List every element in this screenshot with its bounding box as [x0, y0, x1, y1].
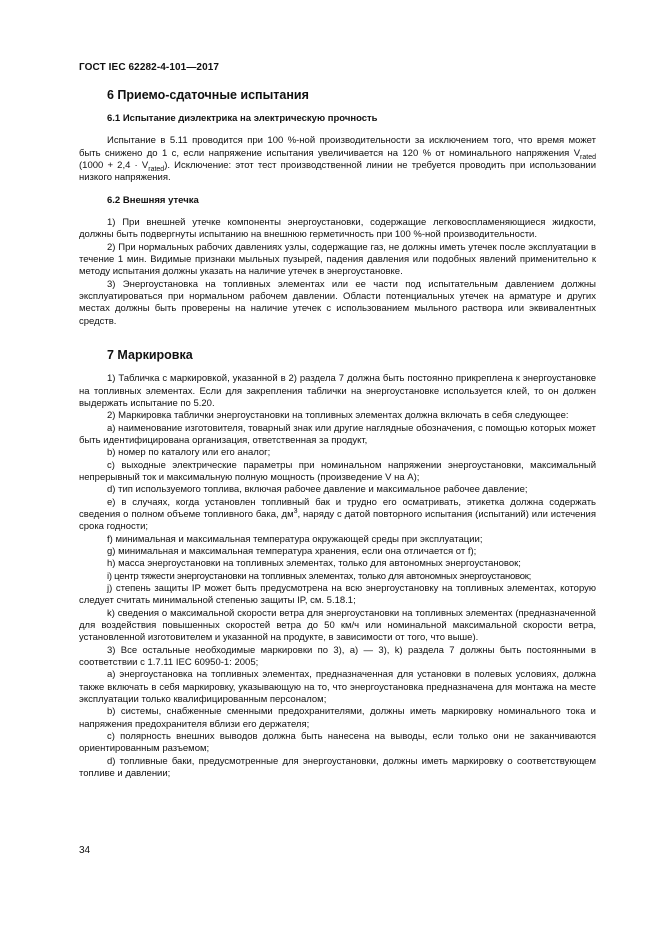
item-7-2-a: a) наименование изготовителя, товарный знак или другие наглядные обозначения, с помощью которых может быть идентифицирована организация, ответственная за продукт,: [79, 422, 596, 446]
paragraph-6-2-2: 2) При нормальных рабочих давлениях узлы, содержащие газ, не должны иметь утечек после эксплуатации в течение 1 мин. Видимые признаки мыльных пузырей, падения давления или подобных явлений применительно к методу испытания должны указать на наличие утечек в энергоустановке.: [79, 241, 596, 278]
item-7-2-f: f) минимальная и максимальная температура окружающей среды при эксплуатации;: [107, 533, 483, 545]
item-7-2-j: j) степень защиты IP может быть предусмотрена на всю энергоустановку на топливных элементах, которую следует считать минимальной степенью защиты IP, см. 5.18.1;: [79, 583, 596, 607]
subsection-6-2-title: 6.2 Внешняя утечка: [107, 194, 199, 206]
paragraph-7-2: 2) Маркировка таблички энергоустановки на топливных элементах должна включать в себя следующее:: [107, 410, 569, 422]
paragraph-7-3: 3) Все остальные необходимые маркировки по 3), a) — 3), k) раздела 7 должны быть постоянными в соответствии с 1.7.11 IEC 60950-1: 2005;: [79, 644, 596, 669]
item-7-2-h: h) масса энергоустановки на топливных элементах, только для автономных энергоустановок;: [107, 558, 521, 570]
paragraph-7-1: 1) Табличка с маркировкой, указанной в 2) раздела 7 должна быть постоянно прикреплена к энергоустановке на топливных элементах. Если для закрепления таблички на энергоустановке используется клей, то он должен выдержать испытание по 5.20.: [79, 373, 596, 409]
item-7-3-b: b) системы, снабженные сменными предохранителями, должны иметь маркировку номинального тока и напряжения предохранителя вблизи его держателя;: [79, 706, 596, 730]
item-7-2-k: k) сведения о максимальной скорости ветра для энергоустановки на топливных элементах (предназначенной для воздействия повышенных скоростей ветра до 50 км/ч или номинальной максимальной скорости ветра, установленной изготовителем и указанной на продукте, в зависимости от того, что выше).: [79, 607, 596, 644]
paragraph-6-2-3: 3) Энергоустановка на топливных элементах или ее части под испытательным давлением должны эксплуатироваться при нормальном рабочем давлении. Области потенциальных утечек на арматуре и других местах должны быть проверены на наличие утечек с использованием мыльного раствора или эквивалентных средств.: [79, 278, 596, 327]
standard-header: ГОСТ IEC 62282-4-101—2017: [79, 62, 220, 73]
item-7-2-b: b) номер по каталогу или его аналог;: [107, 447, 271, 459]
page-number: 34: [79, 845, 91, 856]
item-7-3-d: d) топливные баки, предусмотренные для энергоустановки, должны иметь маркировку о соответствующем топливе и давлении;: [79, 755, 596, 780]
section-6-title: 6 Приемо-сдаточные испытания: [107, 88, 309, 102]
page-content: [79, 88, 596, 781]
paragraph-6-1: Испытание в 5.11 проводится при 100 %-ной производительности за исключением того, что время может быть снижено до 1 с, если напряжение испытания увеличивается на 120 % от номинального напряжения $V_{rated}$ $(1000 + 2,4 \cdot V_{rated})$. Исключение: этот тест производственной линии не требуется проводить при использовании низкого напряжения.: [79, 135, 597, 184]
section-7-title: 7 Маркировка: [107, 348, 193, 363]
item-7-2-c: c) выходные электрические параметры при номинальном напряжении энергоустановки, максимальный непрерывный ток и максимальную полную мощность (произведение V на A);: [79, 459, 596, 483]
item-7-3-c: c) полярность внешних выводов должна быть нанесена на выводы, если только они не заканчиваются ориентированным разъемом;: [79, 731, 596, 755]
item-7-2-i: i) центр тяжести энергоустановки на топливных элементах, только для автономных энергоустановок;: [107, 570, 532, 582]
item-7-2-e: e) в случаях, когда установлен топливный бак и трудно его осматривать, этикетка должна содержать сведения о полном объеме топливного бака, $дм^3$, наряду с датой повторного испытания (испытаний) или истечения срока годности;: [79, 496, 597, 533]
paragraph-6-2-1: 1) При внешней утечке компоненты энергоустановки, содержащие легковоспламеняющиеся жидкости, должны быть подвергнуты испытанию на внешнюю герметичность при 100 %-ной производительности.: [79, 217, 596, 241]
item-7-2-g: g) минимальная и максимальная температура хранения, если она отличается от f);: [107, 545, 477, 557]
item-7-2-d: d) тип используемого топлива, включая рабочее давление и максимальное рабочее давление;: [107, 484, 528, 496]
item-7-3-a: a) энергоустановка на топливных элементах, предназначенная для установки в полевых условиях, должна также включать в себя маркировку, указывающую на то, что энергоустановка предназначена для монтажа на месте эксплуатации только квалифицированным персоналом;: [79, 669, 596, 706]
subsection-6-1-title: 6.1 Испытание диэлектрика на электрическую прочность: [107, 113, 378, 124]
